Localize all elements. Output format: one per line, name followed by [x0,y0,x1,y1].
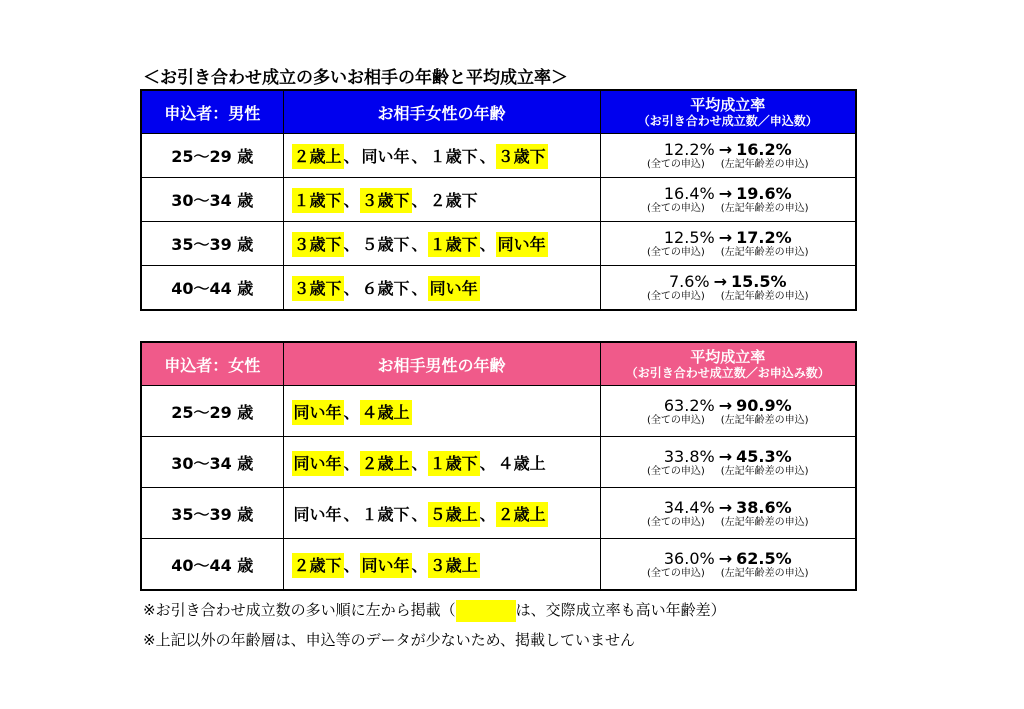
rate-cell [600,386,856,437]
rate-cell [600,437,856,488]
table-row [141,178,856,222]
rate-values [601,184,856,203]
partner-age-list [283,386,600,437]
rate-cell [600,134,856,178]
rate-values [601,396,856,415]
arrow-right-icon: → [718,446,733,466]
partner-age-highlighted: １歳下 [428,451,480,476]
rate-cell [600,539,856,591]
rate-values [601,272,856,291]
women-table [140,341,857,591]
list-separator: 、 [479,235,496,254]
partner-age-list [283,222,600,266]
arrow-right-icon: → [718,228,733,247]
partner-age-highlighted: ３歳下 [292,276,344,301]
rate-captions [601,517,856,529]
note-order-text-post: は、交際成立率も高い年齢差） [515,601,726,619]
page-title: ＜お引き合わせ成立の多いお相手の年齢と平均成立率＞ [143,68,568,88]
list-separator: 、 [343,235,360,254]
partner-age: ２歳下 [429,191,478,210]
rate-age-gap-applications: 17.2% [736,228,792,247]
partner-age-highlighted: ２歳上 [292,144,344,169]
rate-header-label: 平均成立率 [690,95,766,114]
highlight-legend-swatch [456,600,516,622]
list-separator: 、 [411,235,428,254]
partner-age: ５歳下 [361,235,410,254]
caption-all-applications: (全ての申込) [646,414,705,426]
list-separator: 、 [411,279,428,298]
arrow-right-icon: → [718,140,733,159]
arrow-right-icon: → [718,497,733,517]
rate-all-applications: 34.4% [663,497,715,517]
caption-age-gap-applications: (左記年齢差の申込) [720,414,809,426]
table-row [141,222,856,266]
rate-age-gap-applications: 15.5% [731,272,787,291]
caption-all-applications: (全ての申込) [646,465,705,477]
partner-age-highlighted: ２歳上 [360,451,412,476]
list-separator: 、 [411,504,428,524]
rate-values [601,447,856,466]
rate-all-applications: 16.4% [663,184,715,203]
rate-cell [600,178,856,222]
list-separator: 、 [343,147,360,166]
partner-age-header: お相手男性の年齢 [283,342,600,386]
partner-age-highlighted: １歳下 [292,188,344,213]
rate-captions [601,415,856,427]
rate-captions [601,247,856,259]
partner-age-highlighted: 同い年 [428,276,480,301]
rate-age-gap-applications: 45.3% [736,446,792,466]
partner-age-highlighted: 同い年 [292,400,344,425]
note-order-text-pre: ※お引き合わせ成立数の多い順に左から掲載（ [143,601,456,619]
list-separator: 、 [343,191,360,210]
caption-age-gap-applications: (左記年齢差の申込) [720,203,809,214]
rate-all-applications: 12.5% [663,228,715,247]
men-table-header [141,90,856,134]
list-separator: 、 [479,453,496,473]
age-range: 40～44 歳 [141,266,283,311]
rate-values [601,140,856,159]
caption-all-applications: (全ての申込) [646,516,705,528]
rate-age-gap-applications: 38.6% [736,497,792,517]
list-separator: 、 [411,147,428,166]
partner-age-highlighted: ３歳上 [428,553,480,578]
caption-age-gap-applications: (左記年齢差の申込) [720,567,809,579]
table-row [141,539,856,591]
table-row [141,134,856,178]
list-separator: 、 [411,453,428,473]
caption-age-gap-applications: (左記年齢差の申込) [720,247,809,258]
age-range: 25～29 歳 [141,386,283,437]
note-order [143,599,726,622]
partner-age-highlighted: ３歳下 [496,144,548,169]
rate-values [601,228,856,247]
rate-age-gap-applications: 19.6% [736,184,792,203]
partner-age-highlighted: ３歳下 [292,232,344,257]
caption-all-applications: (全ての申込) [646,567,705,579]
caption-age-gap-applications: (左記年齢差の申込) [720,465,809,477]
list-separator: 、 [343,555,360,575]
rate-age-gap-applications: 90.9% [736,395,792,415]
caption-age-gap-applications: (左記年齢差の申込) [720,159,809,170]
caption-age-gap-applications: (左記年齢差の申込) [720,516,809,528]
rate-captions [601,159,856,171]
partner-age: 同い年 [361,147,410,166]
partner-age: １歳下 [429,147,478,166]
applicant-header: 申込者：男性 [141,90,283,134]
list-separator: 、 [343,402,360,422]
list-separator: 、 [411,191,428,210]
partner-age-list [283,134,600,178]
partner-age: ６歳下 [361,279,410,298]
caption-all-applications: (全ての申込) [646,291,705,302]
rate-all-applications: 33.8% [663,446,715,466]
partner-age-header: お相手女性の年齢 [283,90,600,134]
age-range: 40～44 歳 [141,539,283,591]
partner-age-list [283,437,600,488]
rate-header-sub: （お引き合わせ成立数／お申込み数） [625,365,830,380]
rate-all-applications: 63.2% [663,395,715,415]
rate-captions [601,291,856,303]
partner-age-list [283,178,600,222]
rate-captions [601,203,856,215]
rate-captions [601,466,856,478]
age-range: 30～34 歳 [141,178,283,222]
age-range: 35～39 歳 [141,488,283,539]
partner-age-highlighted: ３歳下 [360,188,412,213]
rate-values [601,498,856,517]
list-separator: 、 [343,279,360,298]
arrow-right-icon: → [713,272,728,291]
rate-cell [600,266,856,311]
partner-age-highlighted: ２歳上 [496,502,548,527]
table-row [141,488,856,539]
list-separator: 、 [411,555,428,575]
rate-all-applications: 7.6% [668,272,710,291]
rate-age-gap-applications: 62.5% [736,548,792,568]
partner-age: ４歳上 [497,453,546,473]
arrow-right-icon: → [718,395,733,415]
age-range: 35～39 歳 [141,222,283,266]
average-rate-header [600,90,856,134]
partner-age-list [283,488,600,539]
partner-age-highlighted: 同い年 [292,451,344,476]
rate-all-applications: 36.0% [663,548,715,568]
rate-header-label: 平均成立率 [690,347,766,366]
partner-age-highlighted: 同い年 [360,553,412,578]
partner-age-highlighted: ４歳上 [360,400,412,425]
partner-age-list [283,539,600,591]
partner-age: 同い年 [293,504,342,524]
arrow-right-icon: → [718,184,733,203]
note-data-scope: ※上記以外の年齢層は、申込等のデータが少ないため、掲載していません [143,631,635,649]
table-row [141,266,856,311]
list-separator: 、 [343,453,360,473]
average-rate-header [600,342,856,386]
age-range: 25～29 歳 [141,134,283,178]
partner-age-highlighted: 同い年 [496,232,548,257]
arrow-right-icon: → [718,548,733,568]
caption-all-applications: (全ての申込) [646,247,705,258]
list-separator: 、 [343,504,360,524]
caption-all-applications: (全ての申込) [646,159,705,170]
applicant-header: 申込者：女性 [141,342,283,386]
list-separator: 、 [479,504,496,524]
caption-all-applications: (全ての申込) [646,203,705,214]
men-table [140,89,857,311]
partner-age-highlighted: １歳下 [428,232,480,257]
rate-age-gap-applications: 16.2% [736,140,792,159]
partner-age: １歳下 [361,504,410,524]
women-table-header [141,342,856,386]
table-row [141,386,856,437]
partner-age-list [283,266,600,311]
rate-header-sub: （お引き合わせ成立数／申込数） [637,113,818,128]
table-row [141,437,856,488]
rate-captions [601,568,856,580]
rate-values [601,549,856,568]
partner-age-highlighted: ２歳下 [292,553,344,578]
rate-cell [600,222,856,266]
partner-age-highlighted: ５歳上 [428,502,480,527]
rate-cell [600,488,856,539]
list-separator: 、 [479,147,496,166]
age-range: 30～34 歳 [141,437,283,488]
rate-all-applications: 12.2% [663,140,715,159]
caption-age-gap-applications: (左記年齢差の申込) [720,291,809,302]
